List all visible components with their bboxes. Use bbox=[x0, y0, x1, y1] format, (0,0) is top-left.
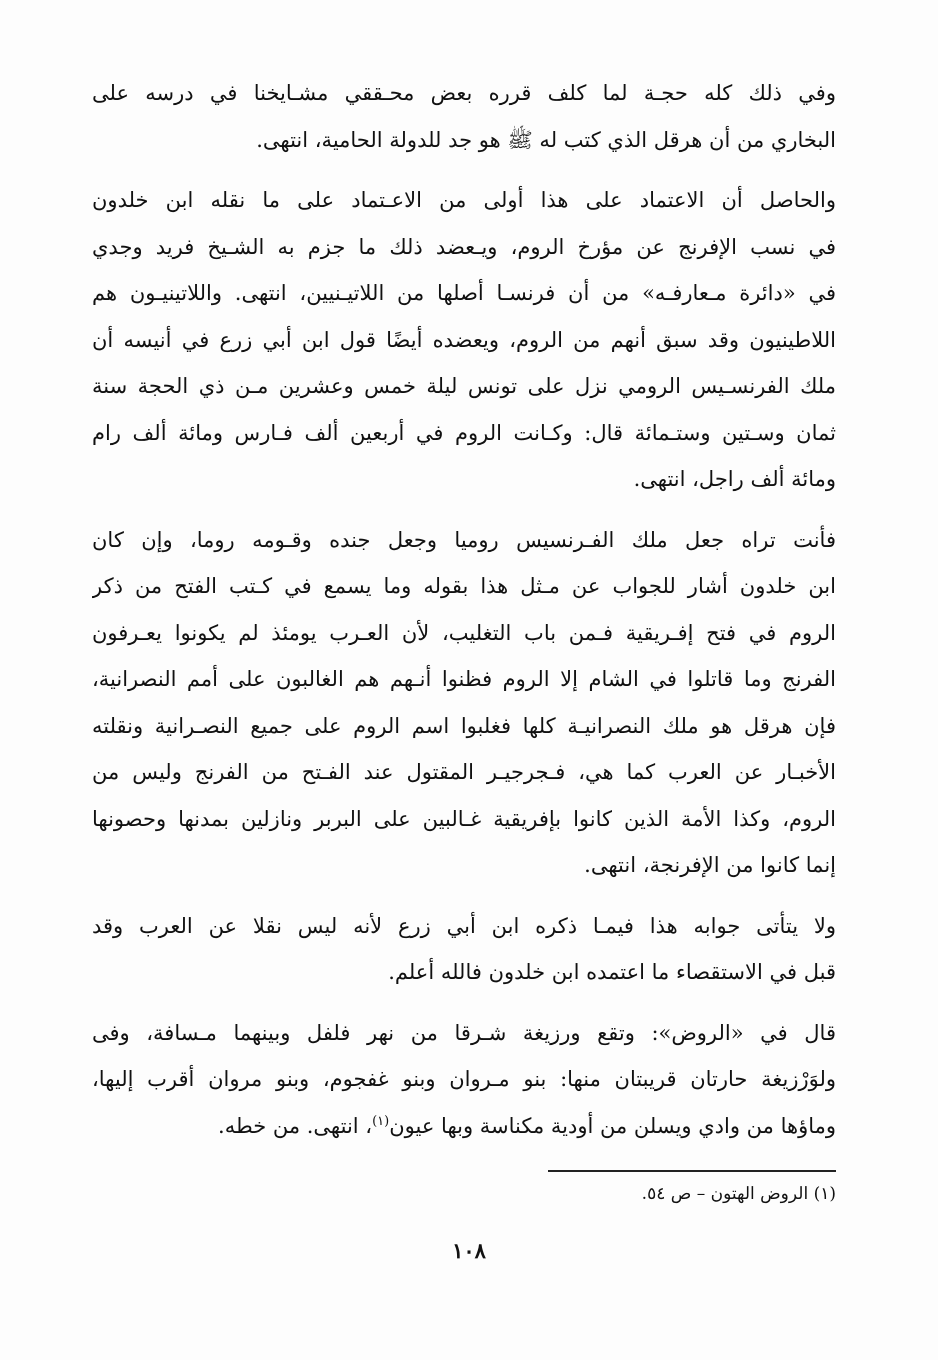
text-line: ابن خلدون أشار للجواب عن مـثل هذا بقوله وما يسمع في كـتب الفتح من ذكر bbox=[92, 574, 836, 598]
text-line: الفرنج وما قاتلوا في الشام إلا الروم فظنوا أنـهم هم الغالبون على أمم النصرانية، bbox=[92, 667, 836, 691]
text-line: ومائة ألف راجل، انتهى. bbox=[633, 467, 836, 491]
footnote-reference[interactable]: (١) bbox=[372, 1113, 390, 1129]
paragraph-5 bbox=[92, 1010, 836, 1150]
text-line: البخاري من أن هرقل الذي كتب له ﷺ هو جد للدولة الحامية، انتهى. bbox=[256, 127, 836, 152]
paragraph-3 bbox=[92, 517, 836, 889]
text-line: والحاصل أن الاعتماد على هذا أولى من الاعـتماد على ما نقله ابن خلدون bbox=[92, 188, 836, 212]
text-line: فإن هرقل هو ملك النصرانيـة كلها فغلبوا اسم الروم على جميع النصـرانية ونقلته bbox=[92, 713, 836, 738]
text-line: اللاطينيون وقد سبق أنهم من الروم، ويعضده أيضًا قول ابن أبي زرع في أنيسه أن bbox=[92, 327, 836, 352]
text-line: قبل في الاستقصاء ما اعتمده ابن خلدون فالله أعلم. bbox=[388, 960, 836, 984]
text-line: قال في «الروض»: وتقع ورزيغة شـرقا من نهر فلفل وبينهما مـسافة، وفى bbox=[92, 1020, 836, 1045]
text-line: الأخبـار عن العرب كما هي، فـجرجيـر المقتول عند الفـتح من الفرنج وليس من bbox=[92, 760, 836, 784]
text-line-with-footnote bbox=[92, 1103, 836, 1150]
paragraph-2 bbox=[92, 177, 836, 503]
text-line: إنما كانوا من الإفرنجة، انتهى. bbox=[584, 853, 836, 877]
paragraph-4 bbox=[92, 903, 836, 996]
text-line: الروم في فتح إفـريقية فـمن باب التغليب، لأن العـرب يومئذ لم يكونوا يعـرفون bbox=[92, 620, 836, 645]
text-line: ثمان وسـتين وستـمائة قال: وكـانت الروم في أربعين ألف فـارس ومائة ألف رام bbox=[92, 420, 836, 445]
text-line: ملك الفرنسـيس الرومي نزل على تونس ليلة خمس وعشرين مـن ذي الحجة سنة bbox=[92, 374, 836, 398]
text-segment: وماؤها من وادي ويسلن من أودية مكناسة وبها عيون bbox=[389, 1113, 836, 1138]
text-line: ولوَرْزيغة حارتان قريبتان منها: بنو مـروان وبنو غفجوم، وبنو مروان أقرب إليها، bbox=[92, 1067, 836, 1091]
page-number: ١٠٨ bbox=[452, 1238, 486, 1263]
text-line: في نسب الإفرنج عن مؤرخ الروم، ويـعضد ذلك ما جزم به الشـيخ فريد وجدي bbox=[92, 234, 836, 259]
text-segment: ، انتهى. من خطه. bbox=[218, 1113, 373, 1138]
text-line: في «دائرة مـعارفـه» من أن فرنسـا أصلها من اللاتيـنيين، انتهى. واللاتينيـون هم bbox=[92, 281, 836, 305]
paragraph-1 bbox=[92, 70, 836, 163]
document-body bbox=[92, 70, 836, 1163]
text-line: الروم، وكذا الأمة الذين كانوا بإفريقية غـالبين على البربر ونازلين بمدنها وحصونها bbox=[92, 806, 836, 831]
text-line: فأنت تراه جعل ملك الفـرنسيس روميا وجعل جنده وقـومه روما، وإن كان bbox=[92, 527, 836, 552]
text-line: وفي ذلك كله حجـة لما كلف قرره بعض محـققي مشـايخنا في درسه على bbox=[92, 81, 836, 105]
footnote-divider bbox=[548, 1170, 836, 1172]
footnote: (١) الروض الهتون – ص ٥٤. bbox=[641, 1184, 836, 1204]
text-line: ولا يتأتى جوابه هذا فيمـا ذكره ابن أبي زرع لأنه ليس نقلا عن العرب وقد bbox=[92, 913, 836, 938]
